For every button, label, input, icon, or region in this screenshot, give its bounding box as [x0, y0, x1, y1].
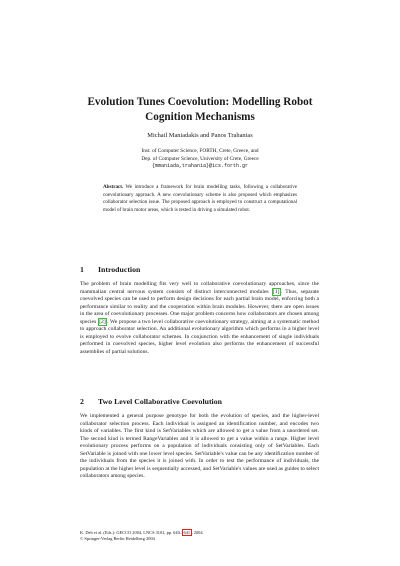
section-2-heading — [80, 397, 222, 406]
paper-title — [60, 95, 340, 125]
section-2-body: We implemented a general purpose genotype for both the evolution of species, and the higher-level collaborator selection process. Each individual is assigned an identification number, and encodes two kinds of variables. The first kind is SetVariables which are allowed to get a value from a unordered set. The second kind is termed RangeVariables and it is allowed to get a value within a range. Higher level evolutionary process performs on a population of individuals consisting only of SetVariables. Each SetVariable is joined with one lower level species. SetVariable's value can be any identification number of the individuals from the species it is joined with. In order to test the performance of individuals, the population at the higher level is sequentially accessed, and SetVariable's values are used as guides to select collaborators among species. — [80, 413, 319, 479]
abstract — [103, 184, 297, 214]
affiliation-line-1: Inst. of Computer Science, FORTH, Crete, Greece, and — [141, 148, 259, 154]
citation-2[interactable]: [2] — [99, 318, 106, 325]
title-line-1: Evolution Tunes Coevolution: Modelling Robot — [87, 96, 313, 108]
citation-1[interactable]: [1] — [273, 288, 280, 295]
footer-text-end: , 2004. — [191, 530, 204, 535]
section-1-title: Introduction — [98, 265, 141, 274]
authors: Michail Maniadakis and Panos Trahanias — [147, 132, 253, 139]
section-1-number: 1 — [80, 265, 84, 274]
affiliation — [60, 148, 340, 171]
section-1-heading — [80, 265, 140, 274]
section-2-title: Two Level Collaborative Coevolution — [98, 397, 222, 406]
section-1-body — [80, 281, 319, 356]
section-1-text-b: . Thus, separate coevolved species can be used to perform design decisions for each partial brain model, enforcing both a performance similar to reality and the cooperation within brain modules. However, there are open issues in the area of coevolutionary processes. One major problem concerns how collaborators are chosen among species — [80, 288, 319, 325]
abstract-text: We introduce a framework for brain modelling tasks, following a collaborative coevolutionary approach. A new coevolutionary scheme is also proposed which emphasizes collaborator selection issue. The proposed approach is employed to construct a computational model of brain motor areas, which is tested in driving a simulated robot. — [103, 184, 297, 213]
section-1-text-c: . We propose a two level collaborative coevolutionary strategy, aiming at a systematic method to approach collaborator selection. An additional evolutionary algorithm which performs in a higher level is employed to evolve collaborator schemes. In conjunction with the enhancement of single individuals performed in coevolved species, higher level evolution also performs the enhancement of successful assemblies of partial solutions. — [80, 318, 319, 355]
footer-text: K. Deb et al. (Eds.): GECCO 2004, LNCS 3102, pp. 640– — [80, 530, 182, 535]
section-2-number: 2 — [80, 397, 84, 406]
abstract-label: Abstract. — [103, 184, 124, 190]
affiliation-line-2: Dep. of Computer Science, University of Crete, Greece — [141, 155, 259, 162]
section-1-text-a: The problem of brain modelling fits very well to collaborative coevolutionary approaches, since the mammalian central nervous system consists of distinct interconnected modules — [80, 281, 319, 295]
author-email: {mmaniada,trahania}@ics.forth.gr — [151, 163, 248, 169]
title-line-2: Cognition Mechanisms — [145, 111, 255, 123]
page-footer — [80, 530, 320, 542]
footer-page-link[interactable]: 641 — [183, 530, 191, 535]
footer-copyright: © Springer-Verlag Berlin Heidelberg 2004 — [80, 535, 155, 541]
